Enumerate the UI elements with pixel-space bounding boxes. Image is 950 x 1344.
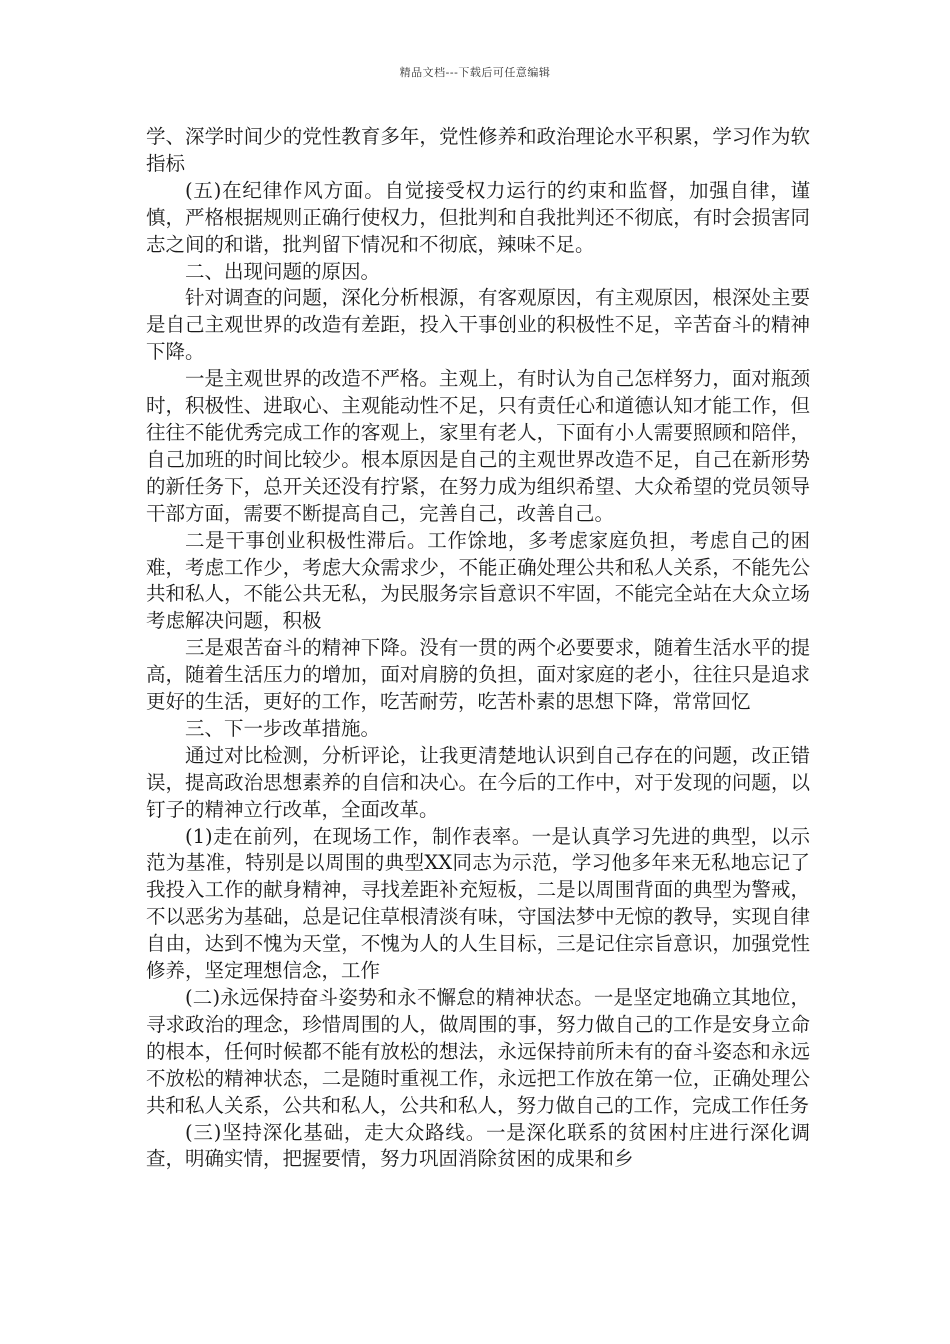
paragraph: 针对调查的问题，深化分析根源，有客观原因，有主观原因，根深处主要是自己主观世界的改造有差距，投入干事创业的积极性不足，辛苦奋斗的精神下降。 xyxy=(146,286,810,364)
paragraph: 二是干事创业积极性滞后。工作馀地，多考虑家庭负担，考虑自己的困难，考虑工作少，考虑大众需求少，不能正确处理公共和私人关系，不能先公共和私人，不能公共无私，为民服务宗旨意识不牢固，不能完全站在大众立场考虑解决问题，积极 xyxy=(146,528,810,633)
paragraph: 三是艰苦奋斗的精神下降。没有一贯的两个必要要求，随着生活水平的提高，随着生活压力的增加，面对肩膀的负担，面对家庭的老小，往往只是追求更好的生活，更好的工作，吃苦耐劳，吃苦朴素的思想下降，常常回忆 xyxy=(146,636,810,714)
document-body xyxy=(146,124,810,1173)
section-heading: 二、出现问题的原因。 xyxy=(185,259,381,283)
paragraph: (三)坚持深化基础，走大众路线。一是深化联系的贫困村庄进行深化调查，明确实情，把握要情，努力巩固消除贫困的成果和乡 xyxy=(146,1120,810,1171)
paragraph: 通过对比检测，分析评论，让我更清楚地认识到自己存在的问题，改正错误，提高政治思想素养的自信和决心。在今后的工作中，对于发现的问题，以钉子的精神立行改革，全面改革。 xyxy=(146,743,810,821)
paragraph: (1)走在前列，在现场工作，制作表率。一是认真学习先进的典型，以示范为基准，特别是以周围的典型XX同志为示范，学习他多年来无私地忘记了我投入工作的献身精神，寻找差距补充短板，二是以周围背面的典型为警戒，不以恶劣为基础，总是记住草根清淡有味，守国法梦中无惊的教导，实现自律自由，达到不愧为天堂，不愧为人的人生目标，三是记住宗旨意识，加强党性修养，坚定理想信念，工作 xyxy=(146,824,810,983)
paragraph: 一是主观世界的改造不严格。主观上，有时认为自己怎样努力，面对瓶颈时，积极性、进取心、主观能动性不足，只有责任心和道德认知才能工作，但往往不能优秀完成工作的客观上，家里有老人，下面有小人需要照顾和陪伴，自己加班的时间比较少。根本原因是自己的主观世界改造不足，自己在新形势的新任务下，总开关还没有拧紧，在努力成为组织希望、大众希望的党员领导干部方面，需要不断提高自己，完善自己，改善自己。 xyxy=(146,367,810,525)
paragraph: (二)永远保持奋斗姿势和永不懈怠的精神状态。一是坚定地确立其地位，寻求政治的理念，珍惜周围的人，做周围的事，努力做自己的工作是安身立命的根本，任何时候都不能有放松的想法，永远保持前所未有的奋斗姿态和永远不放松的精神状态，二是随时重视工作，永远把工作放在第一位，正确处理公共和私人关系，公共和私人，公共和私人，努力做自己的工作，完成工作任务 xyxy=(146,986,810,1117)
paragraph: (五)在纪律作风方面。自觉接受权力运行的约束和监督，加强自律，谨慎，严格根据规则正确行使权力，但批判和自我批判还不彻底，有时会损害同志之间的和谐，批判留下情况和不彻底，辣味不足。 xyxy=(146,178,810,256)
paragraph: 学、深学时间少的党性教育多年，党性修养和政治理论水平积累，学习作为软指标 xyxy=(146,125,810,175)
section-heading: 三、下一步改革措施。 xyxy=(185,716,381,740)
page-header: 精品文档---下载后可任意编辑 xyxy=(399,66,551,79)
